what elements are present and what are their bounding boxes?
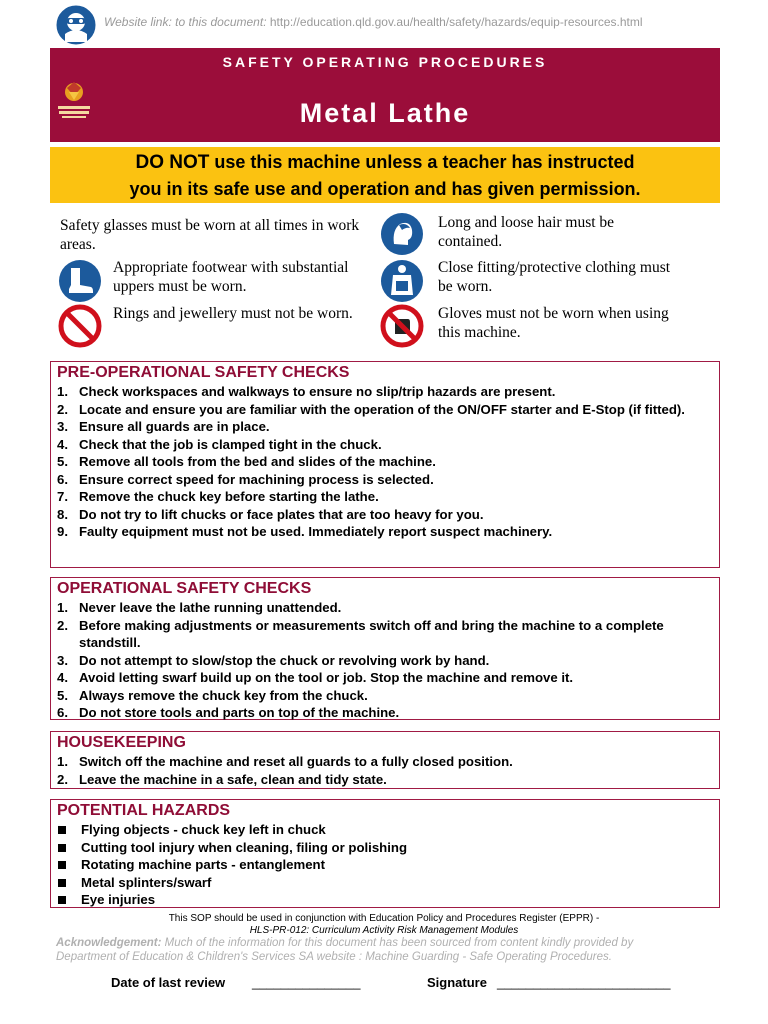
title-banner — [50, 48, 720, 142]
government-logo — [56, 78, 92, 126]
safety-boot-icon — [58, 259, 102, 303]
review-date-field[interactable]: _______________ — [252, 975, 361, 990]
list-item: Metal splinters/swarf — [51, 874, 719, 892]
housekeeping-section — [50, 731, 720, 789]
signature-field[interactable]: ________________________ — [497, 975, 671, 990]
list-item: 5. Remove all tools from the bed and slides of the machine. — [57, 454, 436, 469]
review-date-label: Date of last review — [111, 975, 226, 990]
footer-module: HLS-PR-012: Curriculum Activity Risk Management Modules — [249, 925, 519, 936]
protective-clothing-icon — [380, 259, 424, 303]
operational-section — [50, 577, 720, 720]
housekeeping-title: HOUSEKEEPING — [57, 734, 186, 751]
acknowledgement-text: Much of the information for this document has been sourced from content kindly provided by Department of Education & Children's Services SA website : Machine Guarding - Safe Operating Procedures. — [56, 937, 634, 963]
operational-title: OPERATIONAL SAFETY CHECKS — [57, 580, 312, 597]
list-item: 6. Do not store tools and parts on top of the machine. — [57, 705, 400, 720]
list-item: 1. Never leave the lathe running unattended. — [57, 600, 342, 615]
list-item: 8. Do not try to lift chucks or face plates that are too heavy for you. — [57, 506, 484, 522]
safety-goggles-icon — [55, 4, 97, 46]
ppe-safety-glasses: Safety glasses must be worn at all times in work areas. — [60, 217, 360, 253]
hair-contained-icon — [380, 212, 424, 256]
list-item: 2. Locate and ensure you are familiar with the operation of the ON/OFF starter and E-Stop (if fitted). — [57, 401, 685, 417]
hazards-section — [50, 799, 720, 908]
page-title: Metal Lathe — [299, 98, 471, 128]
pre-operational-section — [50, 361, 720, 568]
warning-line1: use this machine unless a teacher has instructed — [209, 152, 635, 172]
list-item: 2. Leave the machine in a safe, clean and tidy state. — [57, 771, 387, 787]
banner-subtitle: SAFETY OPERATING PROCEDURES — [222, 54, 548, 70]
list-item: 3. Do not attempt to slow/stop the chuck or revolving work by hand. — [57, 652, 490, 668]
website-link[interactable] — [104, 15, 643, 29]
list-item: 7. Remove the chuck key before starting the lathe. — [57, 489, 379, 504]
list-item: 6. Ensure correct speed for machining process is selected. — [57, 471, 434, 487]
footer-reference: This SOP should be used in conjunction with Education Policy and Procedures Register (EPPR) - — [168, 913, 600, 924]
signature-label: Signature — [427, 975, 487, 990]
website-label: Website link: to this document: — [104, 15, 267, 29]
acknowledgement — [56, 936, 676, 964]
list-item: Rotating machine parts - entanglement — [51, 856, 719, 874]
no-jewellery-icon — [58, 304, 102, 348]
list-item: 4. Avoid letting swarf build up on the tool or job. Stop the machine and remove it. — [57, 670, 574, 685]
ppe-gloves: Gloves must not be worn when using this machine. — [438, 305, 669, 341]
ppe-footwear: Appropriate footwear with substantial uppers must be worn. — [113, 259, 349, 295]
list-item: 9. Faulty equipment must not be used. Immediately report suspect machinery. — [57, 524, 553, 539]
acknowledgement-label: Acknowledgement: — [56, 937, 162, 949]
pre-operational-title: PRE-OPERATIONAL SAFETY CHECKS — [57, 364, 350, 381]
list-item: 2. Before making adjustments or measurements switch off and bring the machine to a complete standstill. — [57, 617, 664, 650]
ppe-hair: Long and loose hair must be contained. — [438, 214, 615, 250]
list-item: 1. Check workspaces and walkways to ensure no slip/trip hazards are present. — [57, 384, 556, 399]
website-url[interactable]: http://education.qld.gov.au/health/safety/hazards/equip-resources.html — [269, 15, 643, 29]
ppe-rings: Rings and jewellery must not be worn. — [113, 305, 353, 322]
warning-line2: you in its safe use and operation and has given permission. — [129, 179, 641, 199]
warning-box — [50, 147, 720, 203]
list-item: Flying objects - chuck key left in chuck — [51, 821, 719, 839]
no-gloves-icon — [380, 304, 424, 348]
list-item: Eye injuries — [51, 891, 719, 909]
list-item: 1. Switch off the machine and reset all guards to a fully closed position. — [57, 754, 513, 769]
warning-strong: DO NOT — [135, 152, 210, 173]
list-item: Cutting tool injury when cleaning, filing or polishing — [51, 839, 719, 857]
list-item: 5. Always remove the chuck key from the chuck. — [57, 687, 368, 703]
list-item: 3. Ensure all guards are in place. — [57, 419, 270, 434]
ppe-clothing: Close fitting/protective clothing must be worn. — [438, 259, 671, 295]
hazards-title: POTENTIAL HAZARDS — [57, 802, 231, 819]
list-item: 4. Check that the job is clamped tight in the chuck. — [57, 436, 382, 452]
